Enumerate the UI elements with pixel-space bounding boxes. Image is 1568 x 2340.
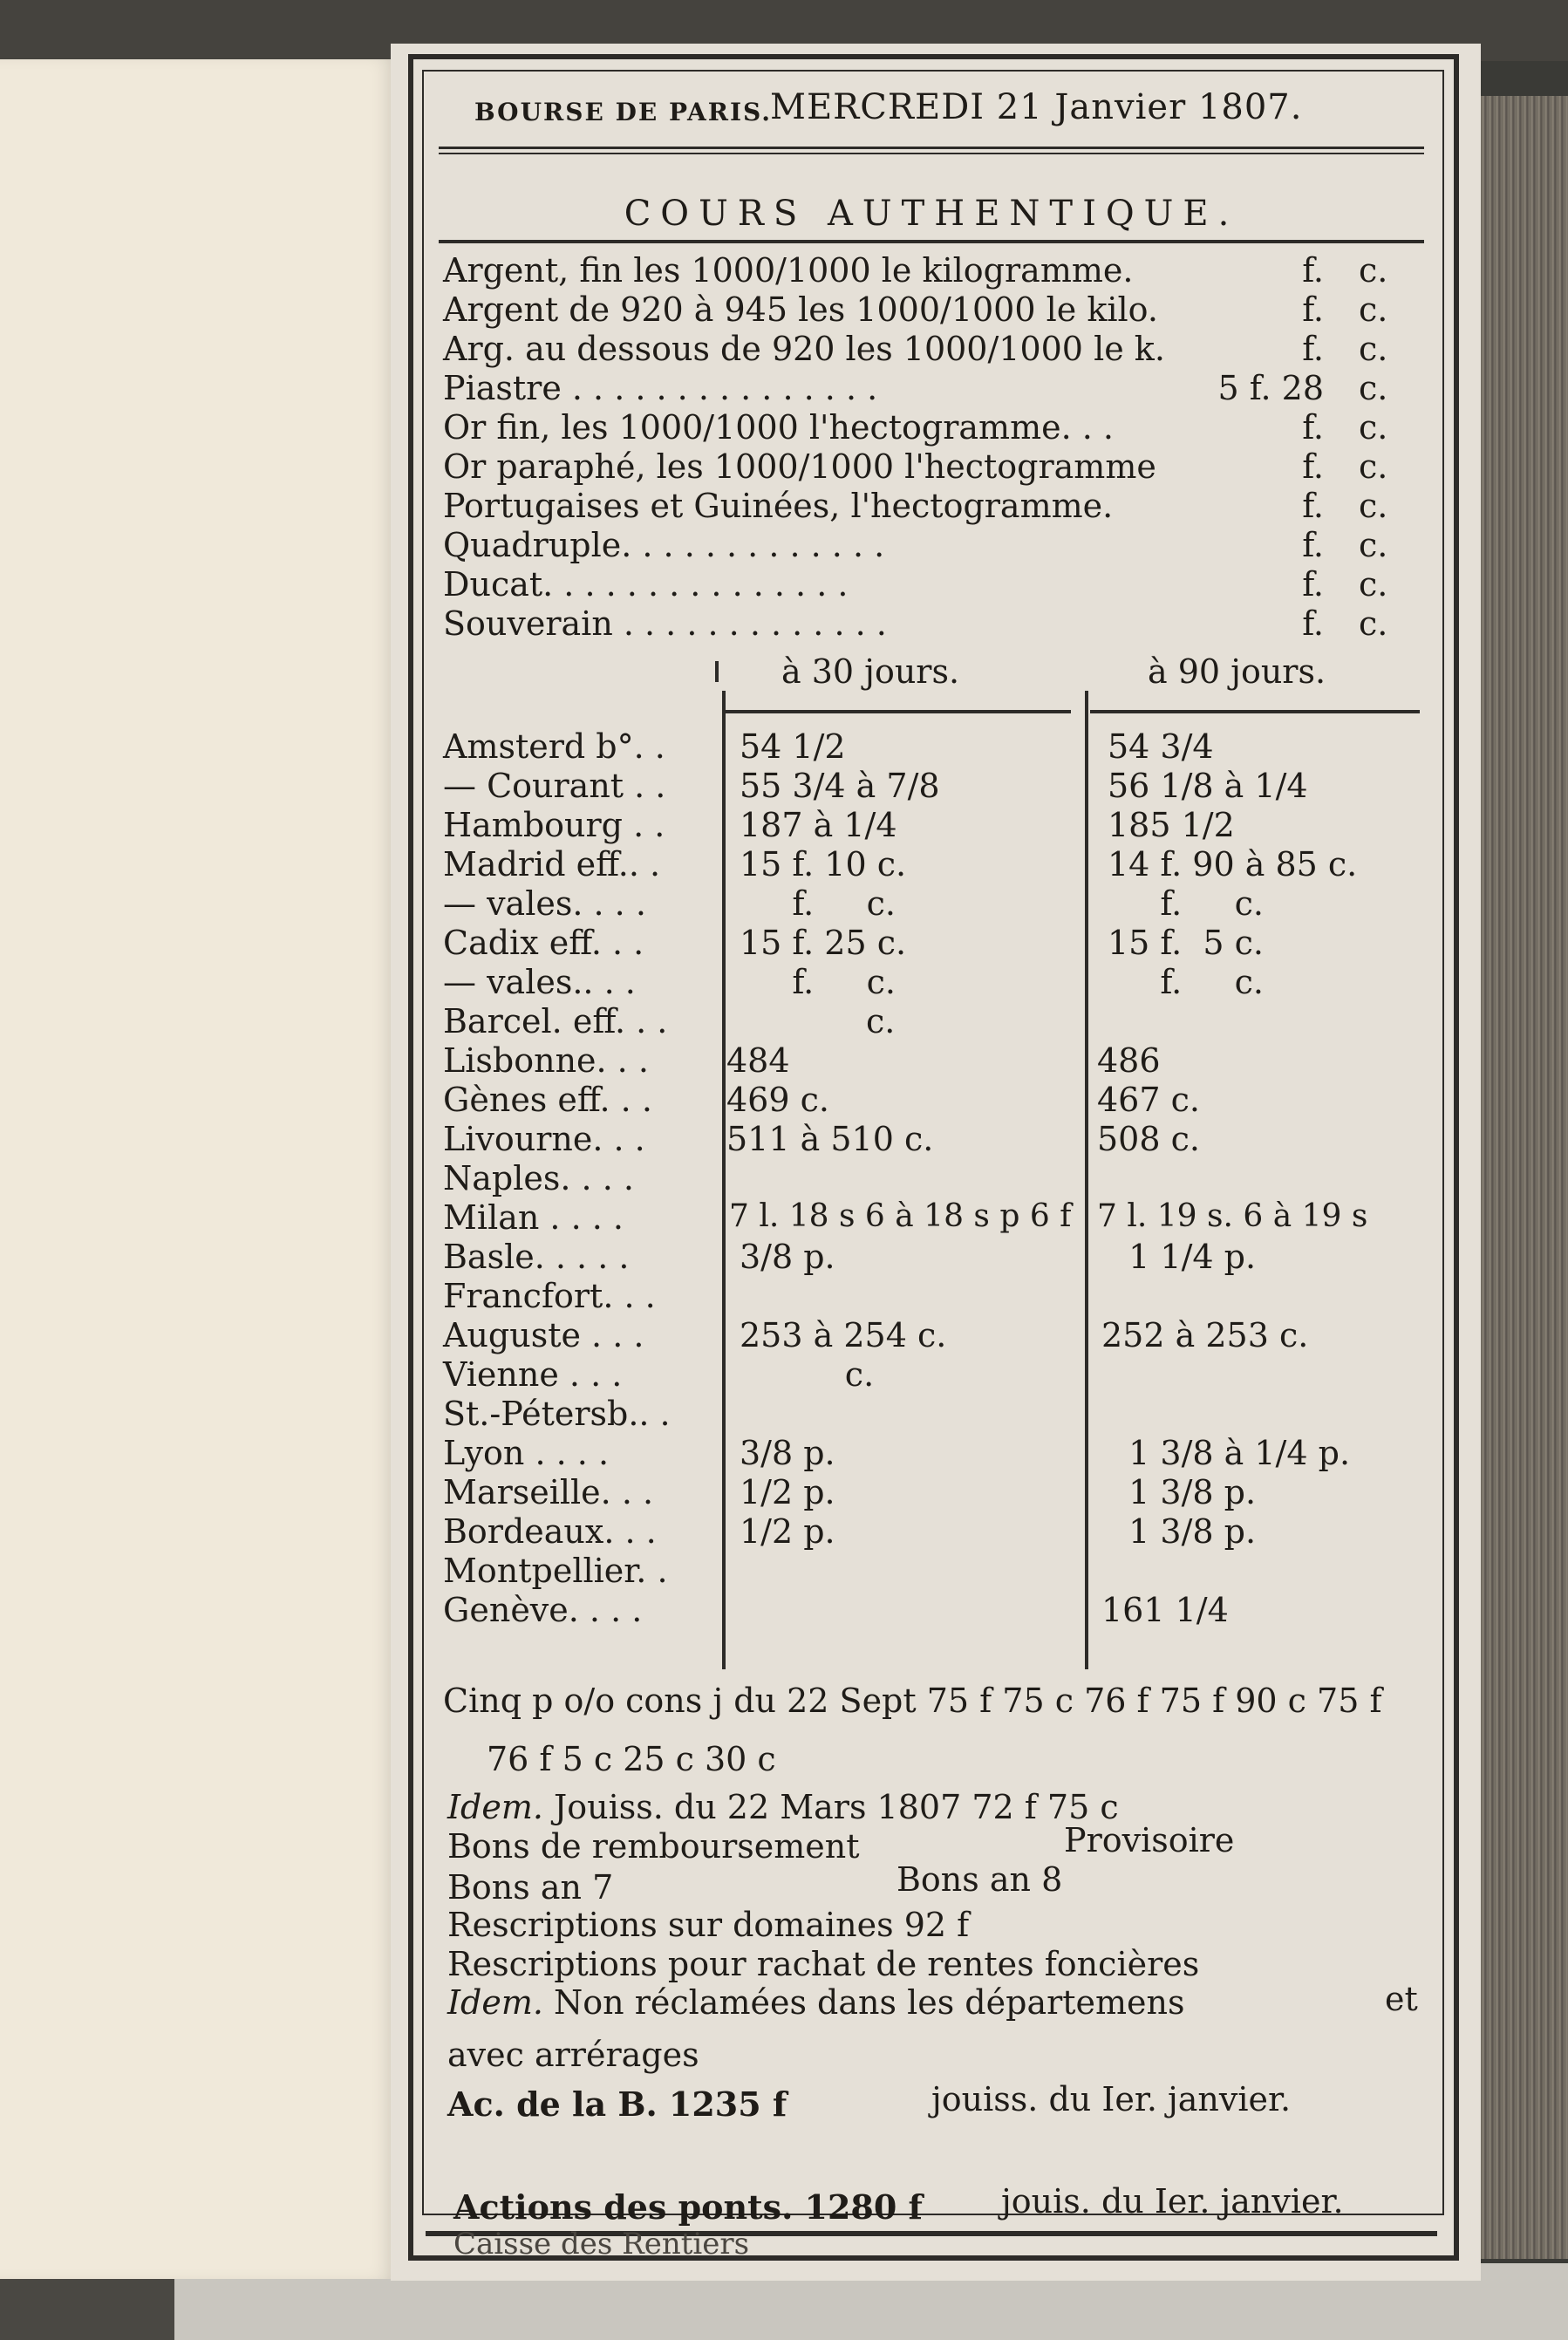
column-header-30-days: à 30 jours. (781, 652, 960, 691)
header-rule-2 (439, 153, 1424, 154)
city-label: — vales. . . . (443, 884, 646, 923)
city-label: Barcel. eff. . . (443, 1002, 668, 1040)
exchange-row (443, 1512, 1420, 1551)
caisse-des-rentiers: Caisse des Rentiers (453, 2227, 750, 2262)
rate-30-days: c. (740, 1355, 875, 1394)
rate-30-days: 3/8 p. (740, 1238, 835, 1276)
bons-remboursement: Bons de remboursement (447, 1827, 860, 1866)
exchange-row (443, 884, 1420, 923)
rate-90-days: 15 f. 5 c. (1108, 924, 1264, 962)
exchange-row (443, 1316, 1420, 1354)
sheet-title: COURS AUTHENTIQUE. (624, 194, 1239, 234)
exchange-row (443, 767, 1420, 805)
provisoire: Provisoire (1064, 1821, 1235, 1859)
rate-30-days: f. c. (740, 884, 896, 923)
metal-row (443, 565, 1420, 604)
metal-row (443, 487, 1420, 525)
cinq-pour-cent-line-2: 76 f 5 c 25 c 30 c (487, 1740, 776, 1778)
metal-price-f: f. (1302, 487, 1324, 525)
metal-row (443, 526, 1420, 564)
actions-ponts-jouissance: jouis. du Ier. janvier. (1001, 2182, 1344, 2221)
exchange-row (443, 1002, 1420, 1040)
metal-row (443, 290, 1420, 329)
rate-30-days: 484 (726, 1041, 790, 1080)
exchange-row (443, 1041, 1420, 1080)
rate-90-days: 161 1/4 (1101, 1591, 1229, 1629)
column-tick (715, 661, 719, 682)
rate-30-days: 54 1/2 (740, 727, 846, 766)
rate-90-days: 486 (1097, 1041, 1161, 1080)
rate-30-days: 1/2 p. (740, 1512, 835, 1551)
rate-30-days: 15 f. 25 c. (740, 924, 907, 962)
city-label: Genève. . . . (443, 1591, 643, 1629)
exchange-row (443, 1120, 1420, 1158)
metal-price-f: f. (1302, 290, 1324, 329)
rate-30-days: 469 c. (726, 1081, 829, 1119)
metal-price-f: f. (1302, 251, 1324, 290)
metal-price-f: 5 f. 28 (1217, 369, 1324, 407)
exchange-row (443, 924, 1420, 962)
avec-arrerages: avec arrérages (447, 2036, 699, 2074)
rate-90-days: 252 à 253 c. (1101, 1316, 1309, 1354)
rescriptions-domaines: Rescriptions sur domaines 92 f (447, 1906, 970, 1944)
idem-word: Idem. (447, 1788, 543, 1826)
metal-price-c: c. (1359, 565, 1388, 604)
rate-90-days: 508 c. (1097, 1120, 1200, 1158)
rate-30-days: 1/2 p. (740, 1473, 835, 1511)
city-label: Basle. . . . . (443, 1238, 630, 1276)
rate-30-days: f. c. (740, 963, 896, 1001)
exchange-row (443, 1198, 1420, 1237)
metal-price-c: c. (1359, 290, 1388, 329)
rate-90-days: 467 c. (1097, 1081, 1200, 1119)
exchange-row (443, 1277, 1420, 1315)
metal-price-c: c. (1359, 251, 1388, 290)
exchange-row (443, 1355, 1420, 1394)
metal-row (443, 251, 1420, 290)
rate-90-days: 14 f. 90 à 85 c. (1108, 845, 1358, 883)
metal-price-c: c. (1359, 604, 1388, 643)
metal-label: Souverain . . . . . . . . . . . . . (443, 604, 887, 643)
metal-price-c: c. (1359, 487, 1388, 525)
rescriptions-rachat: Rescriptions pour rachat de rentes foncières (447, 1945, 1200, 1983)
rate-30-days: 511 à 510 c. (726, 1120, 934, 1158)
city-label: Bordeaux. . . (443, 1512, 657, 1551)
metal-label: Or fin, les 1000/1000 l'hectogramme. . . (443, 408, 1114, 447)
blank-left-page (0, 59, 397, 2279)
city-label: Milan . . . . (443, 1198, 624, 1237)
metal-price-f: f. (1302, 604, 1324, 643)
exchange-row (443, 1591, 1420, 1629)
city-label: Marseille. . . (443, 1473, 654, 1511)
city-label: St.-Pétersb.. . (443, 1395, 671, 1433)
rate-90-days: 7 l. 19 s. 6 à 19 s (1097, 1198, 1368, 1234)
exchange-row (443, 1473, 1420, 1511)
exchange-row (443, 963, 1420, 1001)
rate-90-days: 1 3/8 p. (1108, 1512, 1257, 1551)
metal-label: Piastre . . . . . . . . . . . . . . . (443, 369, 878, 407)
city-label: Hambourg . . (443, 806, 665, 844)
et-word: et (1385, 1980, 1418, 2018)
metal-label: Or paraphé, les 1000/1000 l'hectogramme (443, 447, 1156, 486)
metal-price-f: f. (1302, 408, 1324, 447)
rate-90-days: 185 1/2 (1108, 806, 1235, 844)
rate-30-days: 7 l. 18 s 6 à 18 s p 6 f (729, 1198, 1072, 1234)
idem-non-reclamees-text: Non réclamées dans les départemens (554, 1983, 1185, 2022)
metal-row (443, 369, 1420, 407)
rate-90-days: f. c. (1108, 884, 1264, 923)
rate-30-days: 55 3/4 à 7/8 (740, 767, 940, 805)
exchange-row (443, 1434, 1420, 1472)
metal-label: Quadruple. . . . . . . . . . . . . (443, 526, 885, 564)
idem-non-reclamees-line (447, 1983, 1185, 2022)
metal-price-c: c. (1359, 369, 1388, 407)
exchange-row (443, 845, 1420, 883)
rate-90-days: 54 3/4 (1108, 727, 1214, 766)
metal-label: Arg. au dessous de 920 les 1000/1000 le k. (443, 330, 1165, 368)
cinq-pour-cent-line-1: Cinq p o/o cons j du 22 Sept 75 f 75 c 76 f 75 f 90 c 75 f (443, 1682, 1382, 1720)
city-label: — vales.. . . (443, 963, 636, 1001)
metal-price-f: f. (1302, 447, 1324, 486)
metal-price-c: c. (1359, 447, 1388, 486)
metal-price-c: c. (1359, 526, 1388, 564)
city-label: Francfort. . . (443, 1277, 656, 1315)
column-header-rule-90 (1090, 710, 1420, 713)
bons-an-8: Bons an 8 (896, 1860, 1063, 1899)
city-label: Vienne . . . (443, 1355, 623, 1394)
header-rule (439, 147, 1424, 149)
exchange-row (443, 1159, 1420, 1197)
title-rule (439, 240, 1424, 243)
idem-jouissance-text: Jouiss. du 22 Mars 1807 72 f 75 c (554, 1788, 1119, 1826)
rate-90-days: 1 1/4 p. (1108, 1238, 1257, 1276)
exchange-row (443, 1081, 1420, 1119)
metal-label: Portugaises et Guinées, l'hectogramme. (443, 487, 1114, 525)
rate-30-days: 187 à 1/4 (740, 806, 897, 844)
rate-30-days: 253 à 254 c. (740, 1316, 947, 1354)
sheet-content (443, 44, 1437, 2262)
price-sheet (391, 44, 1481, 2281)
idem-jouissance-line (447, 1788, 1119, 1826)
city-label: Auguste . . . (443, 1316, 644, 1354)
city-label: Amsterd b°. . (443, 727, 665, 766)
metal-price-f: f. (1302, 565, 1324, 604)
metal-row (443, 408, 1420, 447)
session-date: MERCREDI 21 Janvier 1807. (770, 87, 1303, 127)
column-header-rule-30 (722, 710, 1071, 713)
city-label: Cadix eff. . . (443, 924, 644, 962)
rate-90-days: 1 3/8 à 1/4 p. (1108, 1434, 1351, 1472)
city-label: Lyon . . . . (443, 1434, 610, 1472)
actions-banque-jouissance: jouiss. du Ier. janvier. (931, 2080, 1292, 2118)
city-label: Gènes eff. . . (443, 1081, 652, 1119)
metal-row (443, 330, 1420, 368)
bons-an-7: Bons an 7 (447, 1868, 614, 1907)
city-label: — Courant . . (443, 767, 666, 805)
exchange-row (443, 1552, 1420, 1590)
exchange-row (443, 1238, 1420, 1276)
city-label: Montpellier. . (443, 1552, 668, 1590)
metal-label: Argent, fin les 1000/1000 le kilogramme. (443, 251, 1134, 290)
rate-90-days: f. c. (1108, 963, 1264, 1001)
metal-price-f: f. (1302, 330, 1324, 368)
rate-30-days: 15 f. 10 c. (740, 845, 907, 883)
actions-ponts: Actions des ponts. 1280 f (453, 2187, 923, 2227)
city-label: Livourne. . . (443, 1120, 645, 1158)
rate-90-days: 1 3/8 p. (1108, 1473, 1257, 1511)
exchange-name: BOURSE DE PARIS. (474, 98, 773, 126)
rate-90-days: 56 1/8 à 1/4 (1108, 767, 1308, 805)
metal-label: Argent de 920 à 945 les 1000/1000 le kilo. (443, 290, 1158, 329)
metal-label: Ducat. . . . . . . . . . . . . . . (443, 565, 849, 604)
metal-row (443, 604, 1420, 643)
exchange-row (443, 1395, 1420, 1433)
metal-price-c: c. (1359, 408, 1388, 447)
rate-30-days: c. (740, 1002, 896, 1040)
book-page-edges (1474, 96, 1568, 2259)
metal-price-f: f. (1302, 526, 1324, 564)
city-label: Madrid eff.. . (443, 845, 661, 883)
exchange-row (443, 727, 1420, 766)
city-label: Lisbonne. . . (443, 1041, 649, 1080)
exchange-row (443, 806, 1420, 844)
city-label: Naples. . . . (443, 1159, 634, 1197)
column-header-90-days: à 90 jours. (1148, 652, 1326, 691)
metal-price-c: c. (1359, 330, 1388, 368)
rate-30-days: 3/8 p. (740, 1434, 835, 1472)
actions-banque: Ac. de la B. 1235 f (447, 2084, 787, 2124)
metal-row (443, 447, 1420, 486)
idem-word: Idem. (447, 1983, 543, 2022)
